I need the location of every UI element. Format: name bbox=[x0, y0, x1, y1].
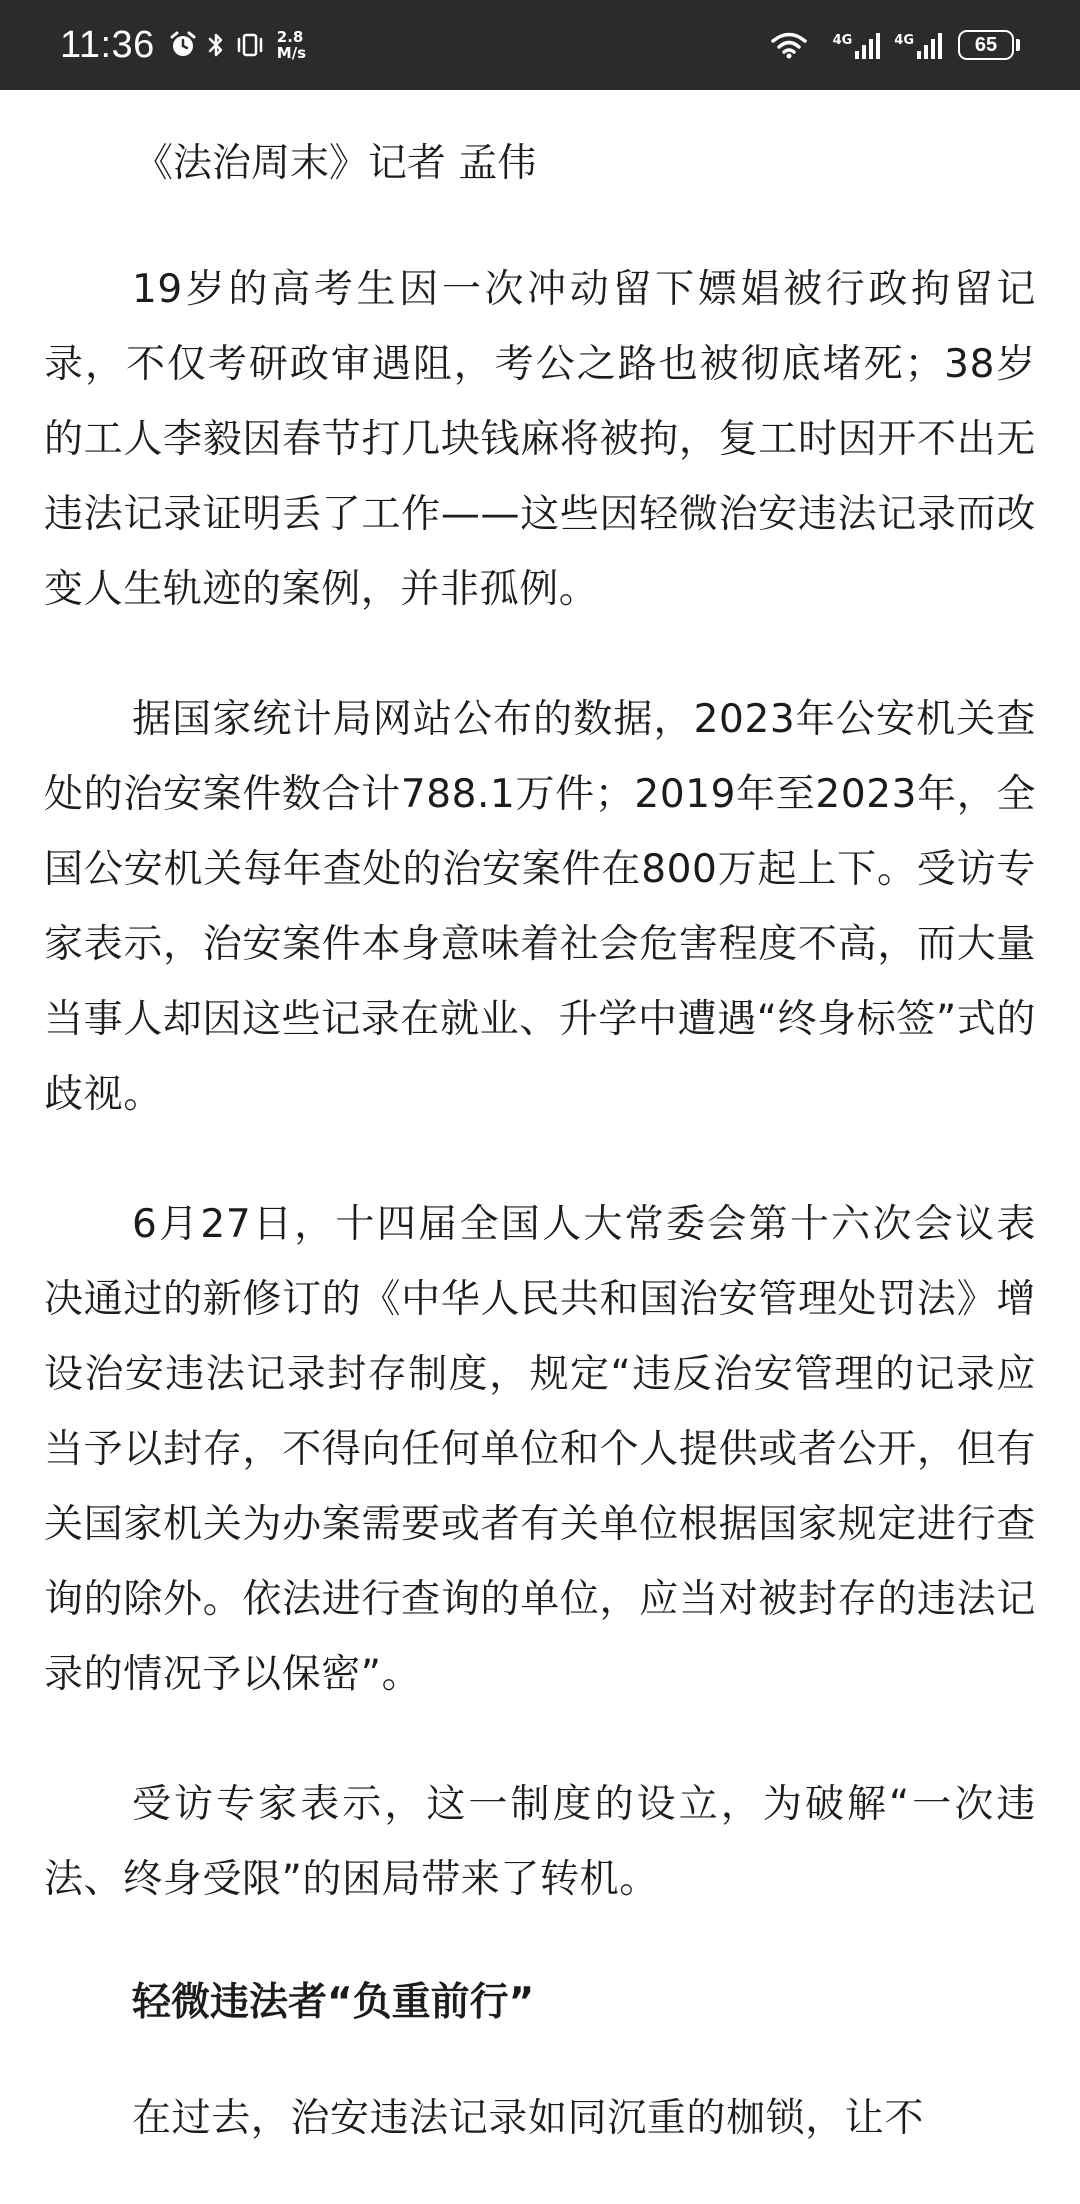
status-left bbox=[60, 24, 306, 67]
bluetooth-icon bbox=[207, 31, 225, 59]
signal-icon bbox=[833, 31, 881, 59]
alarm-icon bbox=[169, 31, 197, 59]
article-paragraph: 受访专家表示，这一制度的设立，为破解“一次违法、终身受限”的困局带来了转机。 bbox=[44, 1782, 1036, 1902]
article-paragraph: 6月27日，十四届全国人大常委会第十六次会议表决通过的新修订的《中华人民共和国治安管理处罚法》增设治安违法记录封存制度，规定“违反治安管理的记录应当予以封存，不得向任何单位和个人提供或者公开，但有关国家机关为办案需要或者有关单位根据国家规定进行查询的除外。依法进行查询的单位，应当对被封存的违法记录的情况予以保密”。 bbox=[44, 1202, 1036, 1697]
signal-icon bbox=[894, 31, 942, 59]
network-speed bbox=[277, 29, 306, 61]
status-bar bbox=[0, 0, 1080, 90]
article-paragraph: 据国家统计局网站公布的数据，2023年公安机关查处的治安案件数合计788.1万件；2019年至2023年，全国公安机关每年查处的治安案件在800万起上下。受访专家表示，治安案件本身意味着社会危害程度不高，而大量当事人却因这些记录在就业、升学中遭遇“终身标签”式的歧视。 bbox=[44, 697, 1037, 1117]
article-body bbox=[44, 90, 1036, 2156]
network-type-2: 4G bbox=[894, 33, 914, 48]
speed-value: 2.8 bbox=[276, 28, 304, 46]
article-paragraph: 在过去，治安违法记录如同沉重的枷锁，让不 bbox=[132, 2096, 925, 2141]
article-byline: 《法治周末》记者 孟伟 bbox=[134, 141, 537, 186]
article-paragraph: 19岁的高考生因一次冲动留下嫖娼被行政拘留记录，不仅考研政审遇阻，考公之路也被彻底堵死；38岁的工人李毅因春节打几块钱麻将被拘，复工时因开不出无违法记录证明丢了工作——这些因轻微治安违法记录而改变人生轨迹的案例，并非孤例。 bbox=[44, 267, 1036, 612]
article-subheading: 轻微违法者“负重前行” bbox=[132, 1980, 535, 2025]
battery-level: 65 bbox=[958, 30, 1014, 60]
battery-tip bbox=[1016, 39, 1020, 51]
battery-icon bbox=[958, 30, 1020, 60]
vibrate-icon bbox=[235, 31, 265, 59]
status-time: 11:36 bbox=[60, 23, 155, 66]
network-type-1: 4G bbox=[832, 33, 853, 48]
status-right bbox=[769, 30, 1020, 60]
wifi-icon bbox=[769, 30, 809, 60]
speed-unit: M/s bbox=[276, 44, 307, 62]
